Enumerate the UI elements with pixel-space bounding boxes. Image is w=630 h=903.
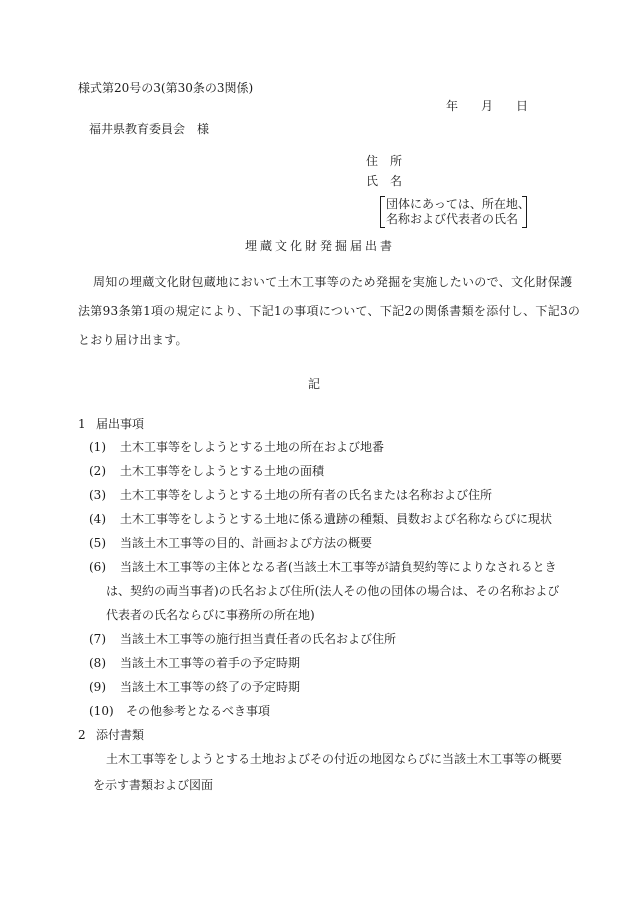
item-6-text-line-3: 代表者の氏名ならびに事務所の所在地) [106,608,315,622]
item-7-number: (7) [89,632,106,646]
section-2-title: 添付書類 [96,728,145,742]
item-6-text-line-2: は、契約の両当事者)の氏名および住所(法人その他の団体の場合は、その名称および [106,584,560,598]
note-line-2: 名称および代表者の氏名 [386,212,519,226]
item-10-number: (10) [89,704,114,718]
name-label: 氏 名 [366,174,403,188]
ki-marker: 記 [308,377,321,391]
item-3-text: 土木工事等をしようとする土地の所有者の氏名または名称および住所 [120,488,493,502]
body-line-1: 周知の埋蔵文化財包蔵地において土木工事等のため発掘を実施したいので、文化財保護 [93,275,573,289]
date-day-label: 日 [516,99,529,113]
item-6-number: (6) [89,560,106,574]
item-9-text: 当該土木工事等の終了の予定時期 [120,680,301,694]
item-3-number: (3) [89,488,106,502]
document-title: 埋蔵文化財発掘届出書 [245,239,396,253]
item-7-text: 当該土木工事等の施行担当責任者の氏名および住所 [120,632,397,646]
item-4-number: (4) [89,512,106,526]
note-line-1: 団体にあっては、所在地、 [386,197,530,211]
item-8-text: 当該土木工事等の着手の予定時期 [120,656,301,670]
note-bracket-left [380,196,385,228]
body-line-3: とおり届け出ます。 [78,333,188,347]
item-1-number: (1) [89,440,106,454]
item-10-text: その他参考となるべき事項 [126,704,271,718]
section-2-line-2: を示す書類および図面 [93,778,214,792]
item-4-text: 土木工事等をしようとする土地に係る遺跡の種類、員数および名称ならびに現状 [120,512,553,526]
section-1-number: 1 [78,417,86,431]
item-9-number: (9) [89,680,106,694]
item-8-number: (8) [89,656,106,670]
section-1-title: 届出事項 [96,417,145,431]
item-2-text: 土木工事等をしようとする土地の面積 [120,464,325,478]
item-2-number: (2) [89,464,106,478]
section-2-number: 2 [78,728,86,742]
section-2-line-1: 土木工事等をしようとする土地およびその付近の地図ならびに当該土木工事等の概要 [106,752,563,766]
body-line-2: 法第93条第1項の規定により、下記1の事項について、下記2の関係書類を添付し、下記3の [78,304,581,318]
addressee: 福井県教育委員会 様 [89,122,210,136]
address-label: 住 所 [366,154,403,168]
item-5-number: (5) [89,536,106,550]
date-year-label: 年 [446,99,459,113]
date-month-label: 月 [481,99,494,113]
note-bracket-right [522,196,527,228]
item-6-text-line-1: 当該土木工事等の主体となる者(当該土木工事等が請負契約等によりなされるとき [120,560,557,574]
form-number: 様式第20号の3(第30条の3関係) [78,81,254,95]
item-5-text: 当該土木工事等の目的、計画および方法の概要 [120,536,373,550]
item-1-text: 土木工事等をしようとする土地の所在および地番 [120,440,385,454]
